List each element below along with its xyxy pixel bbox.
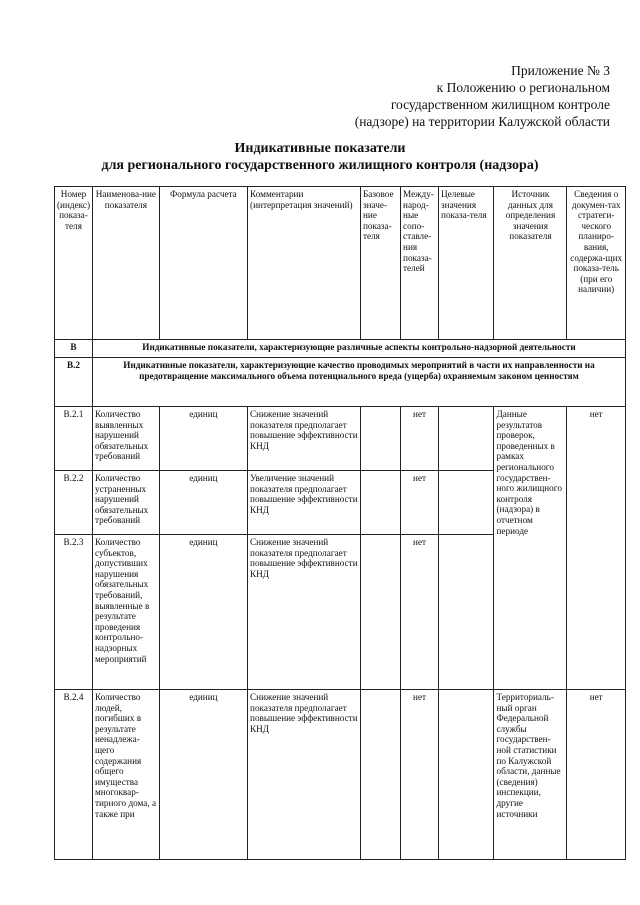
row-name: Количество выявленных нарушений обязательных требований bbox=[92, 407, 159, 471]
row-intl: нет bbox=[401, 407, 439, 471]
row-formula: единиц bbox=[159, 535, 247, 690]
row-target bbox=[439, 535, 494, 690]
header-cell-intl: Между-народ-ные сопо-ставле-ния показа-телей bbox=[401, 187, 439, 340]
row-intl: нет bbox=[401, 690, 439, 860]
row-comment: Увеличение значений показателя предполагает повышение эффективности КНД bbox=[248, 471, 361, 535]
appendix-line: к Положению о региональном bbox=[436, 80, 610, 95]
appendix-line: Приложение № 3 bbox=[511, 63, 610, 78]
row-comment: Снижение значений показателя предполагает повышение эффективности КНД bbox=[248, 535, 361, 690]
indicators-table bbox=[54, 186, 626, 860]
row-docs-merged: нет bbox=[567, 407, 626, 690]
section-row-b bbox=[55, 340, 626, 358]
header-cell-comment: Комментарии (интерпретация значений) bbox=[248, 187, 361, 340]
header-cell-name: Наименова-ние показателя bbox=[92, 187, 159, 340]
row-formula: единиц bbox=[159, 690, 247, 860]
document-title bbox=[0, 140, 640, 174]
row-name: Количество людей, погибших в результате ненадлежа-щего содержания общего имущества многоквар-тирного дома, а также при bbox=[92, 690, 159, 860]
title-line: для регионального государственного жилищного контроля (надзора) bbox=[101, 158, 539, 173]
row-base bbox=[361, 471, 401, 535]
title-line: Индикативные показатели bbox=[234, 141, 406, 156]
row-number: В.2.3 bbox=[55, 535, 93, 690]
section-code: В bbox=[55, 340, 93, 358]
row-name: Количество субъектов, допустивших нарушения обязательных требований, выявленные в результате проведения контрольно-надзорных мероприятий bbox=[92, 535, 159, 690]
table-header-row bbox=[55, 187, 626, 340]
row-number: В.2.2 bbox=[55, 471, 93, 535]
row-comment: Снижение значений показателя предполагает повышение эффективности КНД bbox=[248, 407, 361, 471]
table-row bbox=[55, 407, 626, 471]
row-name: Количество устраненных нарушений обязательных требований bbox=[92, 471, 159, 535]
appendix-line: (надзоре) на территории Калужской области bbox=[354, 114, 610, 129]
section-row-b2 bbox=[55, 358, 626, 407]
header-cell-number: Номер (индекс) показа-теля bbox=[55, 187, 93, 340]
row-docs: нет bbox=[567, 690, 626, 860]
header-cell-base: Базовое значе-ние показа-теля bbox=[361, 187, 401, 340]
row-number: В.2.1 bbox=[55, 407, 93, 471]
header-cell-docs: Сведения о докумен-тах стратеги-ческого планиро-вания, содержа-щих показа-тель (при его наличии) bbox=[567, 187, 626, 340]
header-cell-formula: Формула расчета bbox=[159, 187, 247, 340]
row-comment: Снижение значений показателя предполагает повышение эффективности КНД bbox=[248, 690, 361, 860]
appendix-line: государственном жилищном контроле bbox=[390, 97, 610, 112]
row-intl: нет bbox=[401, 471, 439, 535]
row-target bbox=[439, 471, 494, 535]
table-row bbox=[55, 690, 626, 860]
row-target bbox=[439, 690, 494, 860]
row-intl: нет bbox=[401, 535, 439, 690]
row-base bbox=[361, 690, 401, 860]
row-source-merged: Данные результатов проверок, проведенных в рамках регионального государствен-ного жилищного контроля (надзора) в отчетном периоде bbox=[494, 407, 567, 690]
row-target bbox=[439, 407, 494, 471]
header-cell-source: Источник данных для определения значения показателя bbox=[494, 187, 567, 340]
row-base bbox=[361, 535, 401, 690]
section-title: Индикативные показатели, характеризующие различные аспекты контрольно-надзорной деятельности bbox=[92, 340, 625, 358]
section-title: Индикативные показатели, характеризующие качество проводимых мероприятий в части их направленности на предотвращение максимального объема потенциального вреда (ущерба) охраняемым законом ценностям bbox=[92, 358, 625, 407]
header-cell-target: Целевые значения показа-теля bbox=[439, 187, 494, 340]
section-code: В.2 bbox=[55, 358, 93, 407]
row-formula: единиц bbox=[159, 471, 247, 535]
row-formula: единиц bbox=[159, 407, 247, 471]
row-source: Территориаль-ный орган Федеральной службы государствен-ной статистики по Калужской области, данные (сведения) инспекции, другие источники bbox=[494, 690, 567, 860]
row-number: В.2.4 bbox=[55, 690, 93, 860]
appendix-header bbox=[290, 62, 610, 130]
row-base bbox=[361, 407, 401, 471]
